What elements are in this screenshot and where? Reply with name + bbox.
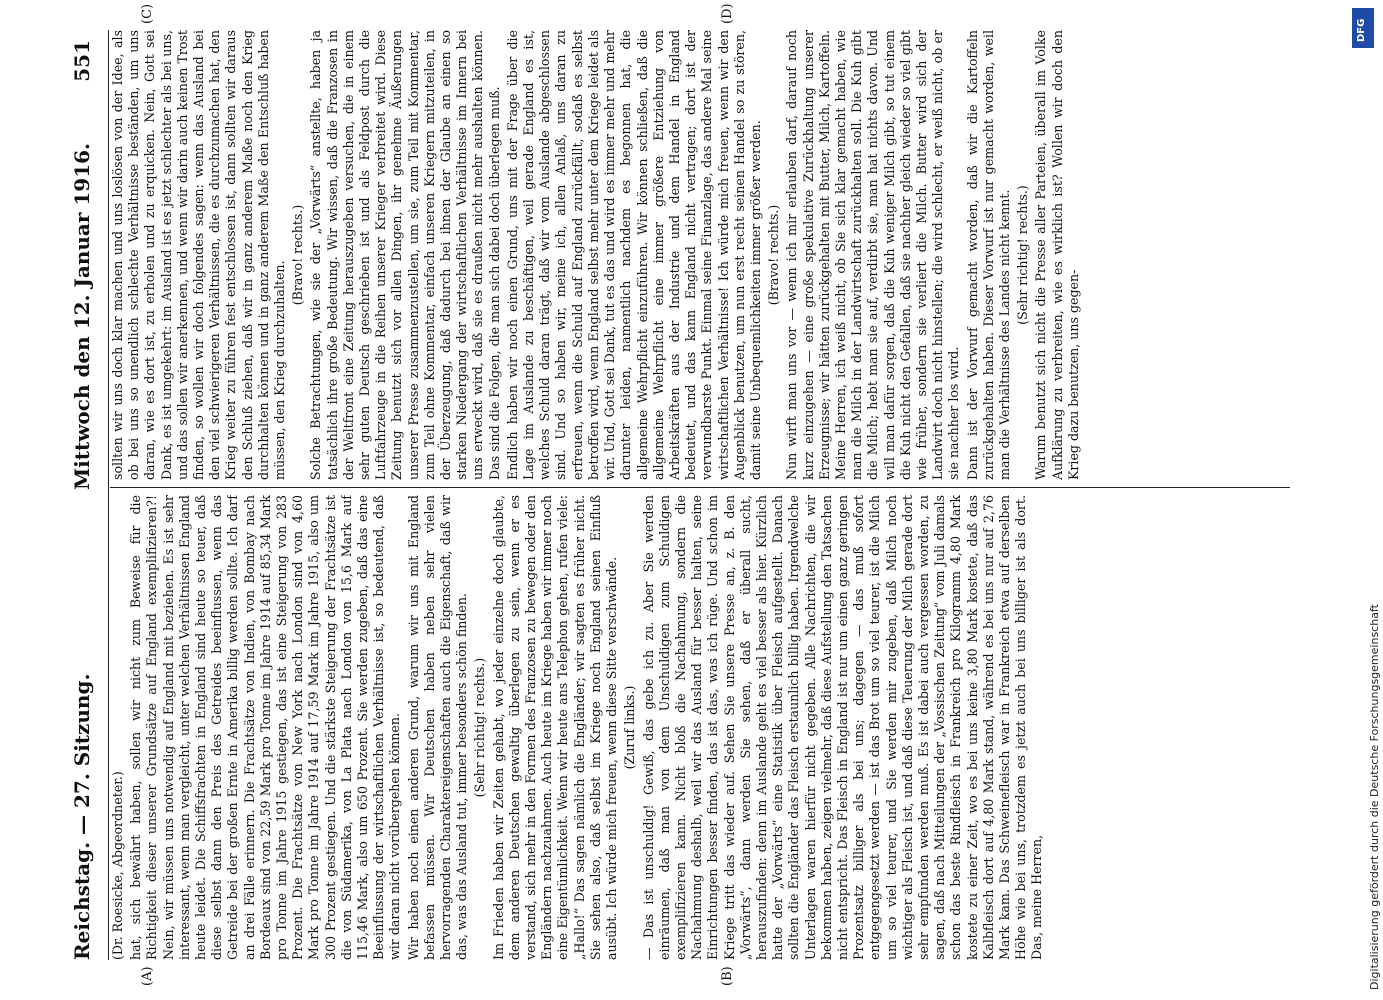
interjection: (Sehr richtig! rechts.) [1015,185,1031,325]
header-rule [108,30,109,960]
left-paragraph: Im Frieden haben wir Zeiten gehabt, wo jeder einzelne doch glaubte, dem anderen Deutschen gewaltig überlegen zu sein, wenn er es verstand, sich mehr in den Formen des Franzosen zu bewegen oder den Engländern nachzuahmen. Auch heute im Kriege haben wir immer noch eine Eigentümlichkeit. Wenn wir heute ans Telephon gehen, rufen viele: „Hallo!“ Das sagen nämlich die Engländer; wir sagten es früher nicht. Sie sehen also, daß selbst im Kriege noch England seinen Einfluß ausübt. Ich würde mich freuen, wenn diese Sitte verschwände. [490,495,620,960]
right-column [110,30,1290,480]
right-paragraph: Dann ist der Vorwurf gemacht worden, daß wir die Kartoffeln zurückgehalten haben. Dieser Vorwurf ist nur gemacht worden, weil man die Verhältnisse des Landes nicht kennt. [964,30,1012,480]
left-paragraph: — Das ist unschuldig! Gewiß, das gebe ich zu. Aber Sie werden einräumen, daß man von dem Unschuldigen zum Schuldigen exemplifizieren kann. Nicht bloß die Nachahmung, sondern die Nachahmung deshalb, weil wir das Ausland für besser halten, seine Einrichtungen besser finden, das ist das, was ich rüge. Und schon im Kriege tritt das wieder auf. Sehen Sie unsere Presse an, z. B. den „Vorwärts“, dann werden Sie sehen, daß er überall sucht, herauszufinden: denn im Auslande geht es viel besser als hier. Kürzlich hatte der „Vorwärts“ eine Statistik über Fleisch aufgestellt. Danach sollten die Engländer das Fleisch erstaunlich billig haben. Irgendwelche Unterlagen waren hierfür nicht gegeben. Alle Nachrichten, die wir bekommen haben, zeigen vielmehr, daß diese Aufstellung den Tatsachen nicht entspricht. Das Fleisch in England ist nur um einen ganz geringen Prozentsatz billiger als bei uns; dagegen — das muß sofort entgegengesetzt werden — ist das Brot um so viel teurer, ist die Milch um so viel teurer, und Sie werden mir zugeben, daß Milch noch wichtiger als Fleisch ist, und daß diese Teuerung der Milch gerade dort sehr empfunden werden muß. Es ist dabei auch vergessen worden, zu sagen, daß nach Mitteilungen der „Vossischen Zeitung“ vom Juli damals schon das beste Rindfleisch in Frankreich pro Kilogramm 4,80 Mark kostete zu einer Zeit, wo es bei uns keine 3,80 Mark kostete, daß das Kalbfleisch dort auf 4,80 Mark stand, während es bei uns nur auf 2,76 Mark kam. Das Schweinefleisch war in Frankreich etwa auf derselben Höhe wie bei uns, trotzdem es jetzt auch bei uns billiger ist als dort. Das, meine Herren, [640,495,1045,960]
right-paragraph: Nun wirft man uns vor — wenn ich mir erlauben darf, darauf noch kurz einzugehen — eine große spekulative Zurückhaltung unserer Erzeugnisse; wir hätten zurückgehalten mit Butter, Milch, Kartoffeln. Meine Herren, ich weiß nicht, ob Sie sich klar gemacht haben, wie man die Milch in der Landwirtschaft zurückhalten soll. Die Kuh gibt die Milch; hebt man sie auf, verdirbt sie, man hat nichts davon. Und will man dafür sorgen, daß die Kuh weniger Milch gibt, so tut einem die Kuh nicht den Gefallen, daß sie nachher gleich wieder so viel gibt wie früher, sondern sie verliert die Milch. Butter wird sich der Landwirt doch nicht hinstellen; die wird schlecht, er weiß nicht, ob er sie nachher los wird. [784,30,962,480]
dfg-logo-label: DFG [1356,18,1367,42]
left-paragraph: hat, sich bewährt haben, sollen wir nicht zum Beweise für die Richtigkeit dieser unserer Grundsätze auf England exemplifizieren?! Nein, wir müssen uns notwendig auf England mit beziehen. Es ist sehr interessant, wenn man vergleicht, unter welchen Verhältnissen England heute leidet. Die Schiffsfrachten in England sind heute so teuer, daß diese selbst dann den Preis des Getreides beeinflussen, wenn das Getreide bei der großen Ernte in Amerika billig werden sollte. Ich darf an drei Fälle erinnern. Die Frachtsätze von Indien, von Bombay nach Bordeaux sind von 22,59 Mark pro Tonne im Jahre 1914 auf 85,34 Mark pro Tonne im Jahre 1915 gestiegen, das ist eine Steigerung von 283 Prozent. Die Frachtsätze von New York nach London sind von 4,60 Mark pro Tonne im Jahre 1914 auf 17,59 Mark im Jahre 1915, also um 300 Prozent gestiegen. Und die stärkste Steigerung der Frachtsätze ist die von Südamerika, von La Plata nach London von 15,6 Mark auf 115,46 Mark, also um 650 Prozent. Sie werden zugeben, daß das eine Beeinflussung der wirtschaftlichen Verhältnisse ist, so bedeutend, daß wir daran nicht vorübergehen können. [128,495,403,960]
page-header [70,40,110,960]
speaker-label: (Dr. Roesicke, Abgeordneter.) [110,771,125,960]
right-paragraph: sollten wir uns doch klar machen und uns loslösen von der Idee, als ob bei uns so unendlich schlechte Verhältnisse beständen, um uns daran, wie es dort ist, zu erholen und zu erquicken. Nein, Gott sei Dank, es ist umgekehrt: im Ausland ist es jetzt schlechter als bei uns, und das sollen wir anerkennen, und wenn wir darin auch keinen Trost finden, so wollen wir doch folgendes sagen: wenn das Ausland bei den viel schwierigeren Verhältnissen, die es durchzumachen hat, den Krieg weiter zu führen fest entschlossen ist, dann sollten wir daraus den Schluß ziehen, daß wir in ganz anderem Maße noch den Krieg durchhalten können und in ganz anderem Maße den Entschluß haben müssen, den Krieg durchzuhalten. [110,30,288,480]
margin-mark-b: (B) [720,966,735,986]
left-paragraph: Wir haben noch einen anderen Grund, warum wir uns mit England befassen müssen. Wir Deutschen haben neben sehr vielen hervorragenden Charaktereigenschaften auch die Eigenschaft, daß wir das, was das Ausland tut, immer besonders schön finden. [405,495,470,960]
page-number: 551 [70,40,94,82]
column-divider [110,487,1290,488]
header-left: Reichstag. — 27. Sitzung. [70,673,94,960]
margin-mark-a: (A) [140,966,155,986]
margin-mark-c: (C) [140,3,155,24]
left-column [110,495,1290,960]
dfg-logo [1352,8,1374,48]
right-paragraph: Warum benutzt sich nicht die Presse aller Parteien, überall im Volke Aufklärung zu verbreiten, wie es wirklich ist? Wollen wir doch den Krieg dazu benutzen, uns gegen- [1033,30,1081,480]
margin-mark-d: (D) [720,3,735,24]
header-date: Mittwoch den 12. Januar 1916. [70,142,94,490]
right-paragraph: Solche Betrachtungen, wie sie der „Vorwärts“ anstellte, haben ja tatsächlich ihre große Bedeutung. Wir wissen, daß die Franzosen in der Weltfront eine Zeitung herauszugeben versuchen, die in einem sehr guten Deutsch geschrieben ist und als Feldpost durch die Luftfahrzeuge in die Reihen unserer Krieger verbreitet wird. Diese Zeitung benutzt sich vor allen Dingen, ihr genehme Äußerungen unserer Presse zusammenzustellen, um sie, zum Teil mit Kommentar, zum Teil ohne Kommentar, einfach unseren Kriegern mitzuteilen, in der Überzeugung, daß dadurch bei ihnen der Glaube an einen so starken Niedergang der wirtschaftlichen Verhältnisse im Innern bei uns erweckt wird, daß sie es draußen nicht mehr aushalten können. Das sind die Folgen, die man sich dabei doch überlegen muß. [308,30,502,480]
right-paragraph: Endlich haben wir noch einen Grund, uns mit der Frage über die Lage im Auslande zu beschäftigen, weil gerade England es ist, welches Schuld daran trägt, daß wir vom Auslande abgeschlossen sind. Und so haben wir, meine ich, allen Anlaß, uns daran zu erfreuen, wenn die Schuld auf England zurückfällt, sodaß es selbst betroffen wird, wenn England selbst mehr unter dem Kriege leidet als wir. Und, Gott sei Dank, tut es das und wird es immer mehr und mehr darunter leiden, namentlich nachdem es begonnen hat, die allgemeine Wehrpflicht einzuführen. Wir können schließen, daß die allgemeine Wehrpflicht eine immer größere Entziehung von Arbeitskräften aus der Industrie und dem Handel in England bedeutet, und das kann England nicht vertragen; dort ist der verwundbarste Punkt. Einmal seine Finanzlage, das andere Mal seine wirtschaftlichen Verhältnisse! Ich würde mich freuen, wenn wir den Augenblick benutzen, um nun erst recht seinen Handel so zu stören, damit seine Unbequemlichkeiten immer größer werden. [504,30,763,480]
interjection: (Bravo! rechts.) [766,204,782,306]
interjection: (Sehr richtig! rechts.) [472,657,488,798]
interjection: (Bravo! rechts.) [290,204,306,306]
digitization-credit: Digitalisierung gefördert durch die Deutsche Forschungsgemeinschaft [1368,604,1381,990]
interjection: (Zuruf links.) [622,685,638,770]
